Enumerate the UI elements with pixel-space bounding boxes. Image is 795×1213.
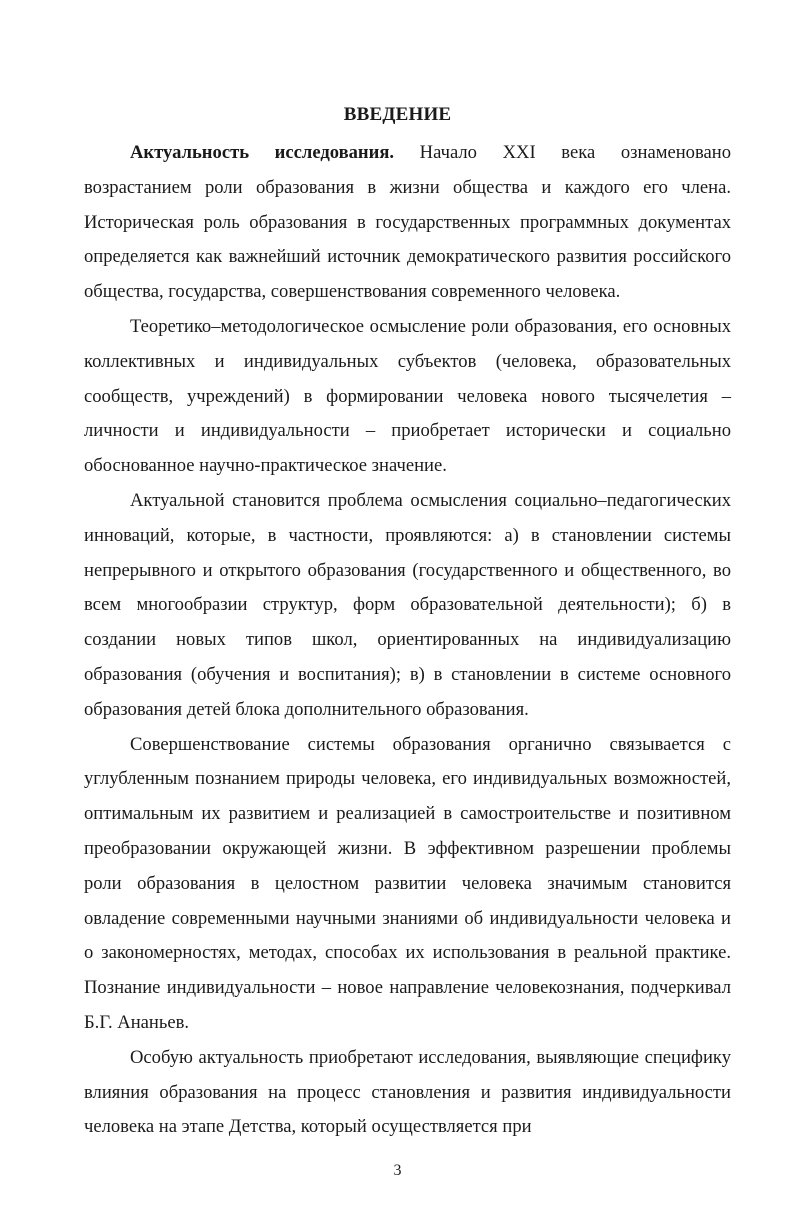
page-number: 3	[393, 1162, 402, 1179]
paragraph-3	[84, 484, 731, 728]
paragraph-1	[84, 136, 731, 310]
paragraph-4	[84, 728, 731, 1041]
paragraph-text: Начало XXI века ознаменовано возрастанием роли образования в жизни общества и каждого его члена. Историческая роль образования в государственных программных документах определяется как важнейший источник демократического развития российского общества, государства, совершенствования современного человека.	[84, 142, 731, 303]
paragraph-2	[84, 310, 731, 484]
paragraph-text: Актуальной становится проблема осмысления социально–педагогических инноваций, которые, в частности, проявляются: а) в становлении системы непрерывного и открытого образования (государственного и общественного, во всем многообразии структур, форм образовательной деятельности); б) в создании новых типов школ, ориентированных на индивидуализацию образования (обучения и воспитания); в) в становлении в системе основного образования детей блока дополнительного образования.	[84, 489, 731, 720]
paragraph-5	[84, 1041, 731, 1145]
body-text	[84, 136, 731, 1145]
paragraph-text: Теоретико–методологическое осмысление роли образования, его основных коллективных и индивидуальных субъектов (человека, образовательных сообществ, учреждений) в формировании человека нового тысячелетия – личности и индивидуальности – приобретает исторически и социально обоснованное научно-практическое значение.	[84, 315, 731, 477]
paragraph-text: Особую актуальность приобретают исследования, выявляющие специфику влияния образования на процесс становления и развития индивидуальности человека на этапе Детства, который осуществляется при	[84, 1046, 731, 1138]
section-heading: ВВЕДЕНИЕ	[343, 104, 452, 125]
paragraph-lead: Актуальность исследования.	[130, 142, 395, 163]
paragraph-text: Совершенствование системы образования органично связывается с углубленным познанием природы человека, его индивидуальных возможностей, оптимальным их развитием и реализацией в самостроительстве и позитивном преобразовании окружающей жизни. В эффективном разрешении проблемы роли образования в целостном развитии человека значимым становится овладение современными научными знаниями об индивидуальности человека и о закономерностях, методах, способах их использования в реальной практике. Познание индивидуальности – новое направление человекознания, подчеркивал Б.Г. Ананьев.	[84, 733, 731, 1033]
